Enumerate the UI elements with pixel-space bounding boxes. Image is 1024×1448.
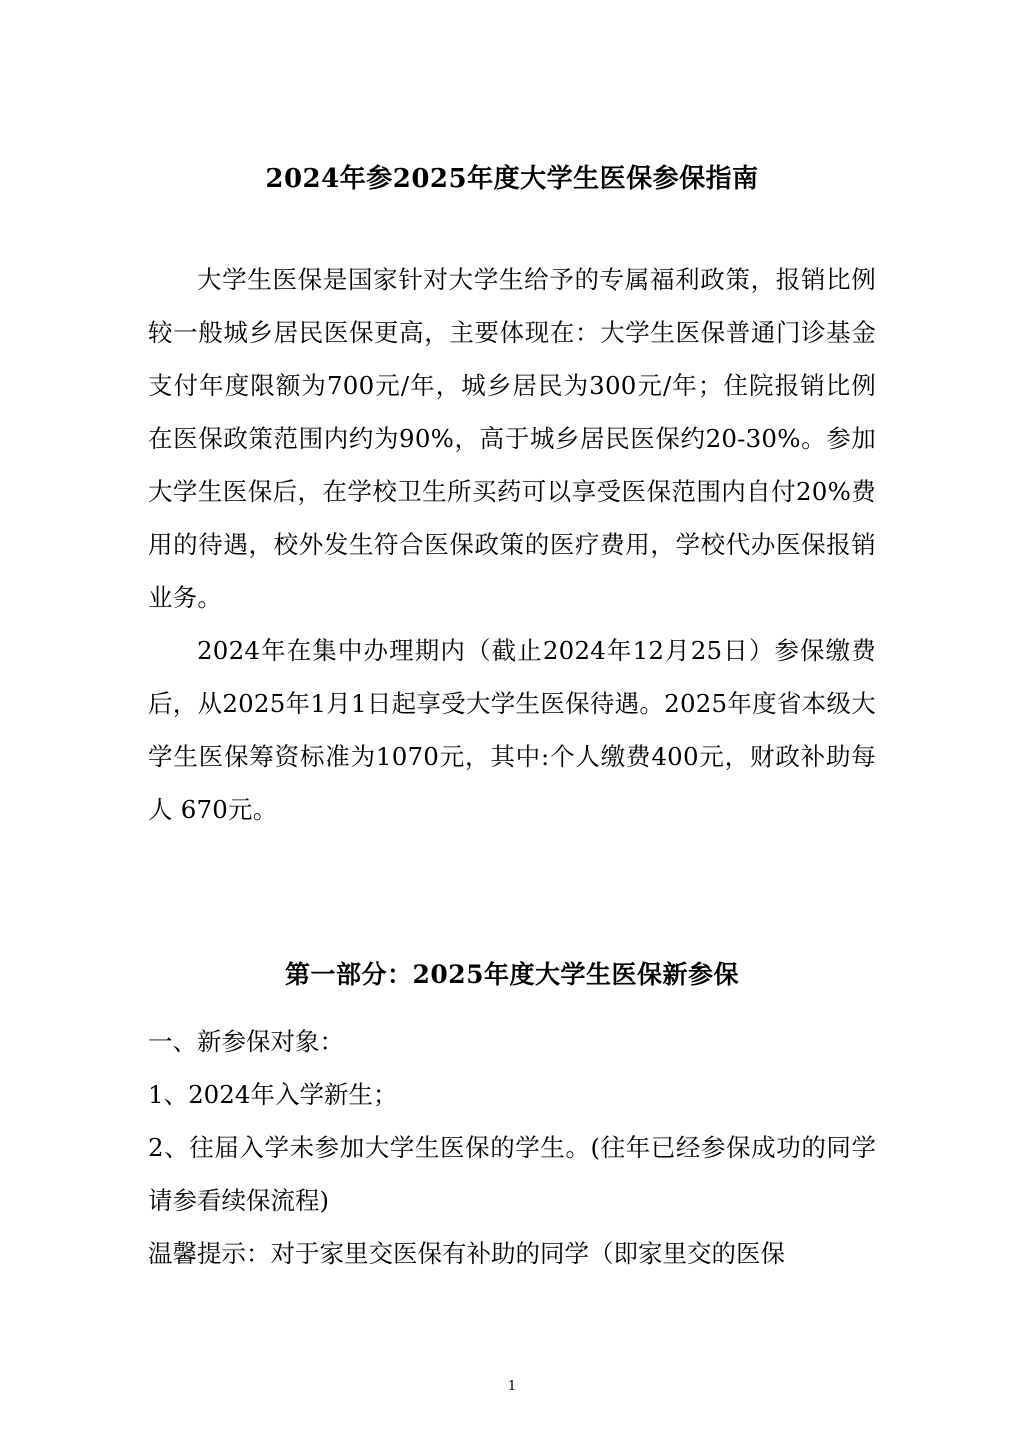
- page-number: 1: [507, 1379, 517, 1394]
- list-item: 温馨提示：对于家里交医保有补助的同学（即家里交的医保: [148, 1239, 785, 1268]
- page-title: 2024年参2025年度大学生医保参保指南: [265, 164, 759, 194]
- body-paragraph-1: 大学生医保是国家针对大学生给予的专属福利政策，报销比例较一般城乡居民医保更高，主要体现在：大学生医保普通门诊基金支付年度限额为700元/年，城乡居民为300元/年；住院报销比例在医保政策范围内约为90%，高于城乡居民医保约20-30%。参加大学生医保后，在学校卫生所买药可以享受医保范围内自付20%费用的待遇，校外发生符合医保政策的医疗费用，学校代办医保报销业务。: [148, 265, 876, 612]
- spacer-before-section: [148, 836, 876, 948]
- list-item: 1、2024年入学新生；: [148, 1080, 398, 1109]
- list-item: 一、新参保对象：: [148, 1027, 344, 1056]
- body-paragraph-2: 2024年在集中办理期内（截止2024年12月25日）参保缴费后，从2025年1月1日起享受大学生医保待遇。2025年度省本级大学生医保筹资标准为1070元，其中:个人缴费400元，财政补助每人 670元。: [148, 636, 876, 824]
- list-item: 2、往届入学未参加大学生医保的学生。(往年已经参保成功的同学请参看续保流程): [148, 1133, 876, 1215]
- spacer-after-section-heading: [148, 1001, 876, 1015]
- spacer-after-title: [148, 195, 876, 253]
- section-heading: 第一部分：2025年度大学生医保新参保: [284, 960, 740, 989]
